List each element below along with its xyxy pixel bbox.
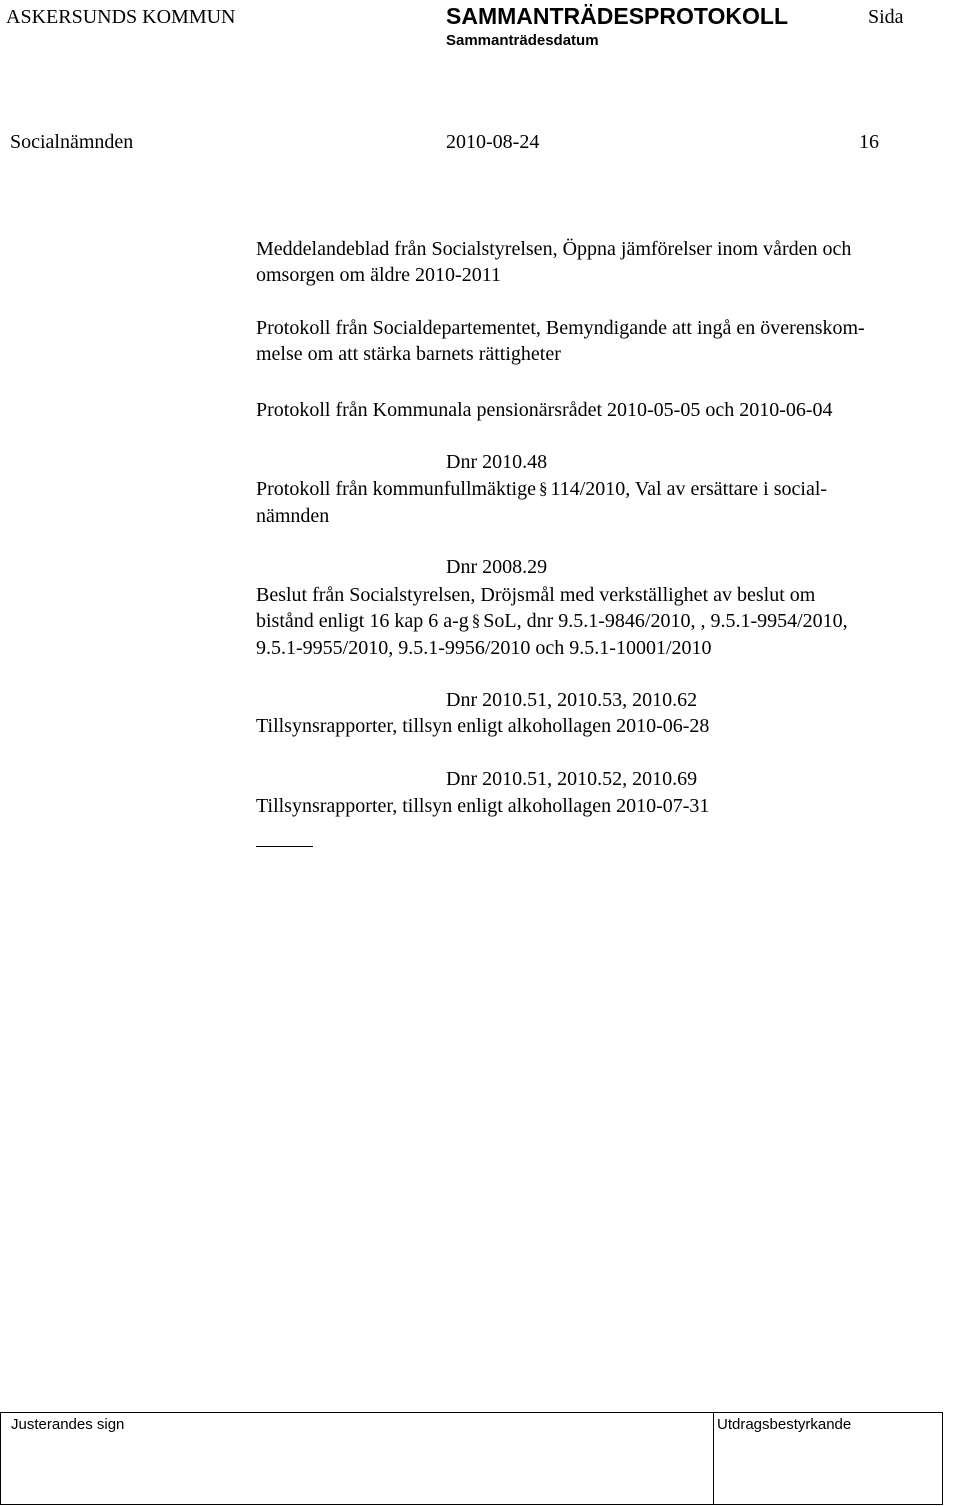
agenda-item-7 <box>256 793 946 819</box>
item-6-reference: Dnr 2010.51, 2010.53, 2010.62 <box>446 689 698 711</box>
section-sign-icon: § <box>538 479 548 498</box>
page-number: 16 <box>859 131 879 153</box>
agenda-item-3 <box>256 397 946 423</box>
item-line: Tillsynsrapporter, tillsyn enligt alkohollagen 2010-06-28 <box>256 715 710 737</box>
item-text: Protokoll från kommunfullmäktige <box>256 478 536 500</box>
item-text: 114/2010, Val av ersättare i social- <box>550 478 828 500</box>
item-line: 9.5.1-9955/2010, 9.5.1-9956/2010 och 9.5.1-10001/2010 <box>256 637 712 659</box>
meeting-date: 2010-08-24 <box>446 131 540 153</box>
end-divider <box>256 846 313 847</box>
item-line: melse om att stärka barnets rättigheter <box>256 343 561 365</box>
meeting-date-label: Sammanträdesdatum <box>446 32 599 49</box>
item-4-reference: Dnr 2010.48 <box>446 451 548 473</box>
item-line <box>256 476 946 503</box>
agenda-item-5 <box>256 582 946 661</box>
agenda-item-2 <box>256 315 946 367</box>
item-7-reference: Dnr 2010.51, 2010.52, 2010.69 <box>446 768 698 790</box>
signature-footer <box>0 1412 943 1505</box>
item-5-reference: Dnr 2008.29 <box>446 556 548 578</box>
agenda-item-1 <box>256 236 946 288</box>
item-line: Beslut från Socialstyrelsen, Dröjsmål med verkställighet av beslut om <box>256 584 816 606</box>
item-line: Meddelandeblad från Socialstyrelsen, Öppna jämförelser inom vården och <box>256 238 852 260</box>
item-line: nämnden <box>256 505 330 527</box>
adjusters-signature-label: Justerandes sign <box>11 1416 125 1433</box>
item-text: bistånd enligt 16 kap 6 a-g <box>256 610 469 632</box>
page-label: Sida <box>868 6 904 28</box>
item-line: Tillsynsrapporter, tillsyn enligt alkohollagen 2010-07-31 <box>256 795 710 817</box>
extract-certification-label: Utdragsbestyrkande <box>717 1416 852 1433</box>
footer-divider <box>713 1413 714 1504</box>
agenda-item-4 <box>256 476 946 529</box>
committee-name: Socialnämnden <box>10 131 134 153</box>
document-title: SAMMANTRÄDESPROTOKOLL <box>446 3 789 29</box>
item-line: omsorgen om äldre 2010-2011 <box>256 264 501 286</box>
agenda-item-6 <box>256 713 946 739</box>
item-line: Protokoll från Kommunala pensionärsrådet 2010-05-05 och 2010-06-04 <box>256 399 833 421</box>
item-line: Protokoll från Socialdepartementet, Bemyndigande att ingå en överenskom- <box>256 317 865 339</box>
municipality-name: ASKERSUNDS KOMMUN <box>6 6 236 28</box>
item-text: SoL, dnr 9.5.1-9846/2010, , 9.5.1-9954/2010, <box>483 610 848 632</box>
item-line <box>256 608 946 635</box>
section-sign-icon: § <box>471 611 481 630</box>
